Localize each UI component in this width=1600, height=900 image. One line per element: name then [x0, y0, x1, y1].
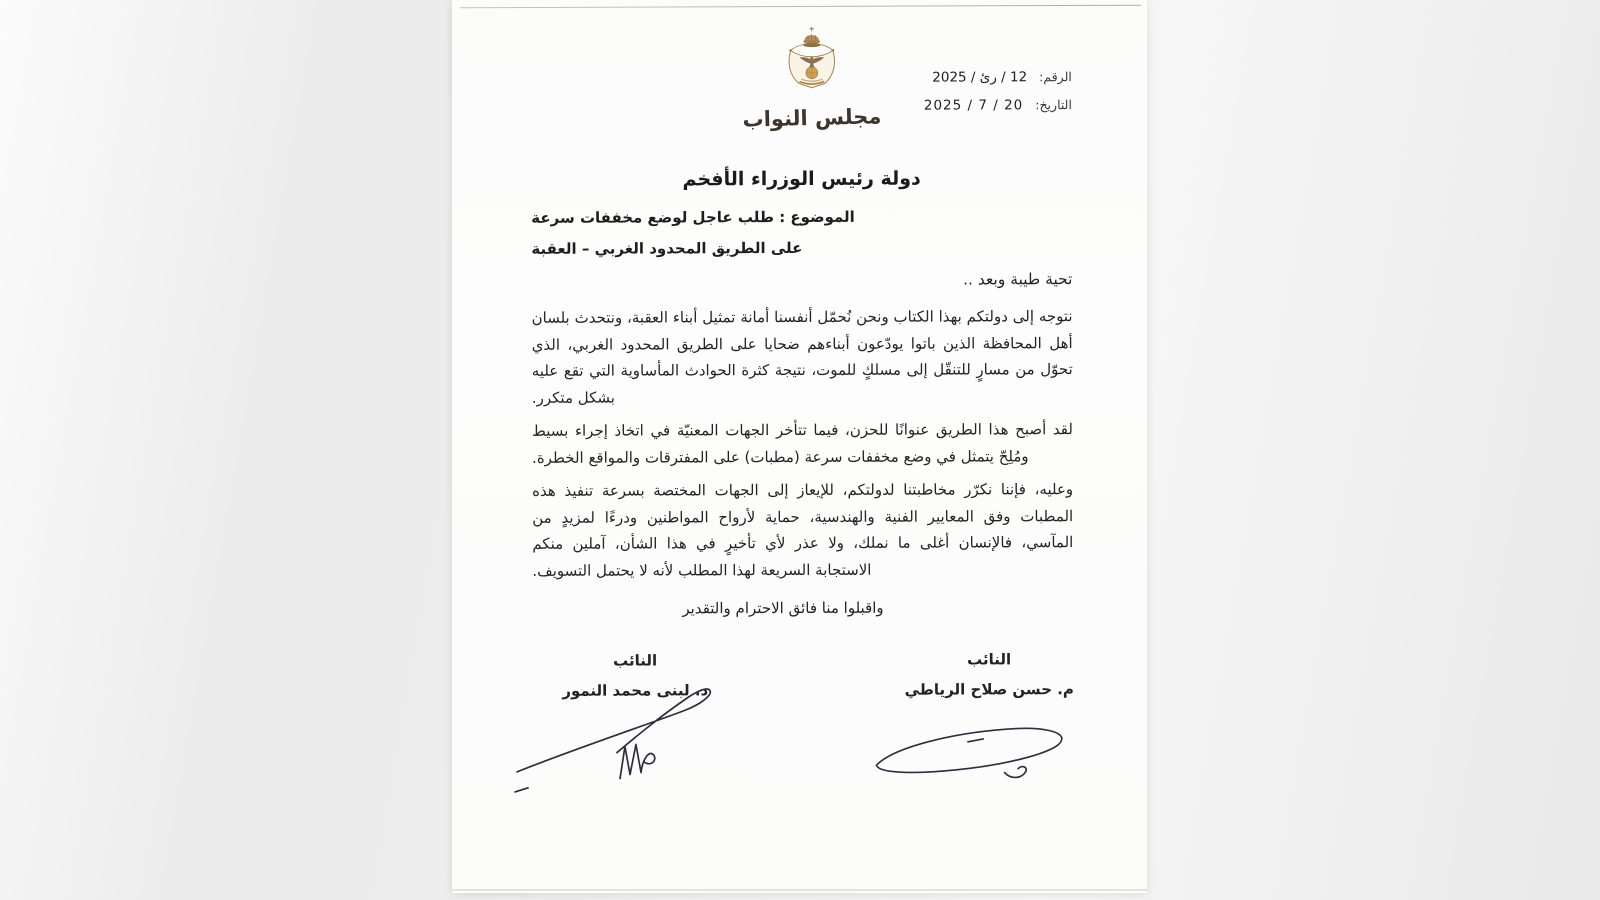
subject-line-1: الموضوع : طلب عاجل لوضع مخففات سرعة	[531, 207, 855, 227]
greeting-line: تحية طيبة وبعد ..	[963, 270, 1073, 289]
signatory-name: م. حسن صلاح الرياطي	[904, 680, 1074, 699]
signatory-title: النائب	[967, 650, 1012, 669]
reference-block	[924, 63, 1072, 119]
ref-number-row	[924, 63, 1072, 91]
letter-header	[531, 0, 1072, 153]
signature-scribble-icon	[862, 720, 1074, 783]
subject-line-2: على الطريق المحدود الغربي – العقبة	[531, 238, 803, 258]
letter-content	[451, 0, 1149, 894]
signature-block-hassan	[849, 650, 1074, 783]
royal-crest	[726, 24, 896, 133]
signature-block-lubna	[533, 651, 758, 784]
signatures-row	[533, 650, 1074, 784]
royal-crest-icon	[780, 24, 842, 102]
closing-line: واقبلوا منا فائق الاحترام والتقدير	[682, 598, 884, 618]
org-calligraphy: مجلس النواب	[741, 104, 882, 132]
body-paragraph: نتوجه إلى دولتكم بهذا الكتاب ونحن نُحمّل أنفسنا أمانة تمثيل أبناء العقبة، ونتحدث بلسان أهل المحافظة الذين باتوا يودّعون أبناءهم ضحايا على الطريق المحدود الغربي، الذي تحوّل من مسارٍ للتنقّل إلى مسلكٍ للموت، نتيجة كثرة الحوادث المأساوية التي تقع عليه بشكل متكرر.	[531, 307, 1073, 407]
ref-number-value: 12 ‏/ رئ ‏/ 2025	[932, 69, 1028, 86]
ref-date-label: التاريخ:	[1035, 97, 1072, 113]
ref-date-row	[924, 91, 1072, 119]
ref-date-value: 20 ‏/ 7 ‏/ 2025	[923, 97, 1024, 114]
letter-body	[532, 303, 1074, 584]
addressee-title: دولة رئيس الوزراء الأفخم	[682, 167, 921, 191]
body-paragraph: وعليه، فإننا نكرّر مخاطبتنا لدولتكم، للإيعاز إلى الجهات المختصة بسرعة تنفيذ هذه المطبات وفق المعايير الفنية والهندسية، حماية لأرواح المواطنين ودرءًا لمزيدٍ من المآسي، فالإنسان أغلى ما نملك، ولا عذر لأي تأخيرٍ في هذا الشأن، آملين منكم الاستجابة السريعة لهذا المطلب لأنه لا يحتمل التسويف.	[532, 480, 1074, 580]
signatory-title: النائب	[613, 651, 658, 670]
letter-sheet	[452, 0, 1147, 893]
ref-number-label: الرقم:	[1039, 69, 1072, 85]
subject-block	[531, 201, 1072, 265]
signatory-name: د. لبنى محمد النمور	[562, 681, 709, 700]
body-paragraph: لقد أصبح هذا الطريق عنوانًا للحزن، فيما تتأخر الجهات المعنيّة في اتخاذ إجراء بسيط ومُلِحّ يتمثل في وضع مخففات سرعة (مطبات) على المفترقات والمواقع الخطرة.	[531, 420, 1073, 467]
